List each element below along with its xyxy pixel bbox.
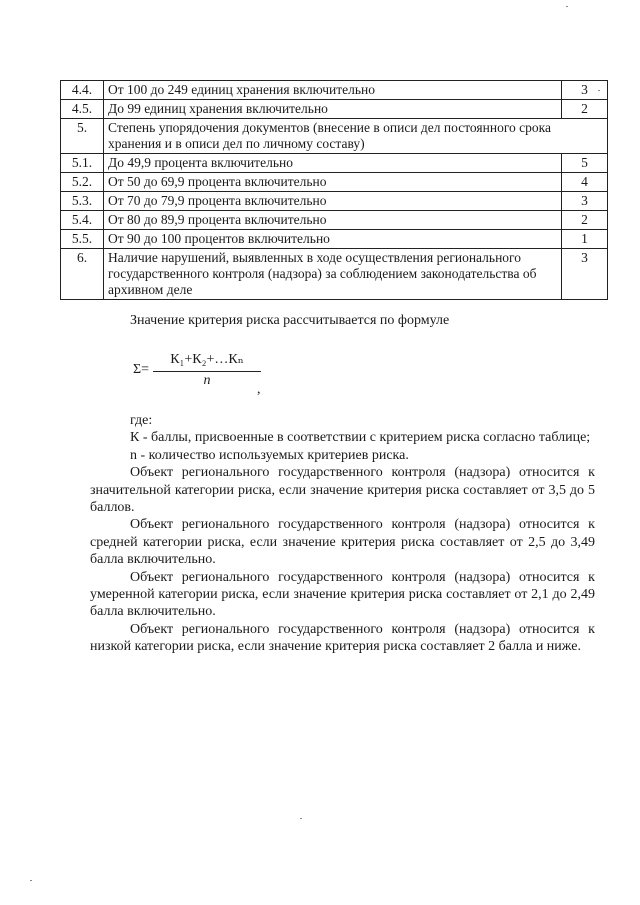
table-row <box>61 100 608 119</box>
row-description: Наличие нарушений, выявленных в ходе осуществления регионального государственного контроля (надзора) за соблюдением законодательства об архивном деле <box>104 249 562 300</box>
row-score: 3 <box>562 81 608 100</box>
n-definition: n - количество используемых критериев риска. <box>130 447 409 463</box>
row-description: До 49,9 процента включительно <box>104 154 562 173</box>
row-score: 4 <box>562 173 608 192</box>
table-row <box>61 230 608 249</box>
row-score: 2 <box>562 100 608 119</box>
row-score: 3 <box>562 192 608 211</box>
k-definition: К - баллы, присвоенные в соответствии с критерием риска согласно таблице; <box>130 430 591 446</box>
table-row <box>61 119 608 154</box>
formula-fraction <box>153 352 261 390</box>
scan-speck <box>30 880 32 881</box>
row-description: От 80 до 89,9 процента включительно <box>104 211 562 230</box>
scan-speck <box>598 90 600 91</box>
row-number: 5.5. <box>61 230 104 249</box>
row-number: 5.4. <box>61 211 104 230</box>
row-number: 5. <box>61 119 104 154</box>
row-score: 5 <box>562 154 608 173</box>
body-text <box>90 412 595 656</box>
table-row <box>61 211 608 230</box>
row-number: 4.4. <box>61 81 104 100</box>
where-label: где: <box>130 413 153 428</box>
formula-trailing-comma: , <box>257 382 261 397</box>
row-score: 3 <box>562 249 608 300</box>
formula-sigma: Σ= <box>133 362 150 377</box>
row-score: 1 <box>562 230 608 249</box>
row-number: 5.1. <box>61 154 104 173</box>
row-description: От 100 до 249 единиц хранения включительно <box>104 81 562 100</box>
row-number: 5.2. <box>61 173 104 192</box>
table-row <box>61 249 608 300</box>
scan-speck <box>300 818 302 819</box>
table-row <box>61 192 608 211</box>
table-row <box>61 154 608 173</box>
formula-numerator: К₁+К₂+…Кₙ <box>170 352 244 367</box>
row-description: Степень упорядочения документов (внесение в описи дел постоянного срока хранения и в описи дел по личному составу) <box>104 119 608 154</box>
paragraph-medium-risk: Объект регионального государственного контроля (надзора) относится к средней категории риска, если значение критерия риска составляет от 2,5 до 3,49 балла включительно. <box>90 517 595 568</box>
row-number: 6. <box>61 249 104 300</box>
paragraph-low-risk: Объект регионального государственного контроля (надзора) относится к низкой категории риска, если значение критерия риска составляет 2 балла и ниже. <box>90 621 595 655</box>
row-description: До 99 единиц хранения включительно <box>104 100 562 119</box>
risk-criteria-table <box>60 80 608 300</box>
table-row <box>61 173 608 192</box>
row-score: 2 <box>562 211 608 230</box>
paragraph-significant-risk: Объект регионального государственного контроля (надзора) относится к значительной категории риска, если значение критерия риска составляет от 3,5 до 5 баллов. <box>90 465 595 516</box>
formula-denominator: n <box>203 373 211 388</box>
row-description: От 70 до 79,9 процента включительно <box>104 192 562 211</box>
row-description: От 50 до 69,9 процента включительно <box>104 173 562 192</box>
paragraph-moderate-risk: Объект регионального государственного контроля (надзора) относится к умеренной категории риска, если значение критерия риска составляет от 2,1 до 2,49 балла включительно. <box>90 569 595 620</box>
table-row <box>61 81 608 100</box>
row-description: От 90 до 100 процентов включительно <box>104 230 562 249</box>
formula-intro: Значение критерия риска рассчитывается по формуле <box>130 313 450 328</box>
row-number: 4.5. <box>61 100 104 119</box>
row-number: 5.3. <box>61 192 104 211</box>
scan-speck <box>566 6 568 7</box>
